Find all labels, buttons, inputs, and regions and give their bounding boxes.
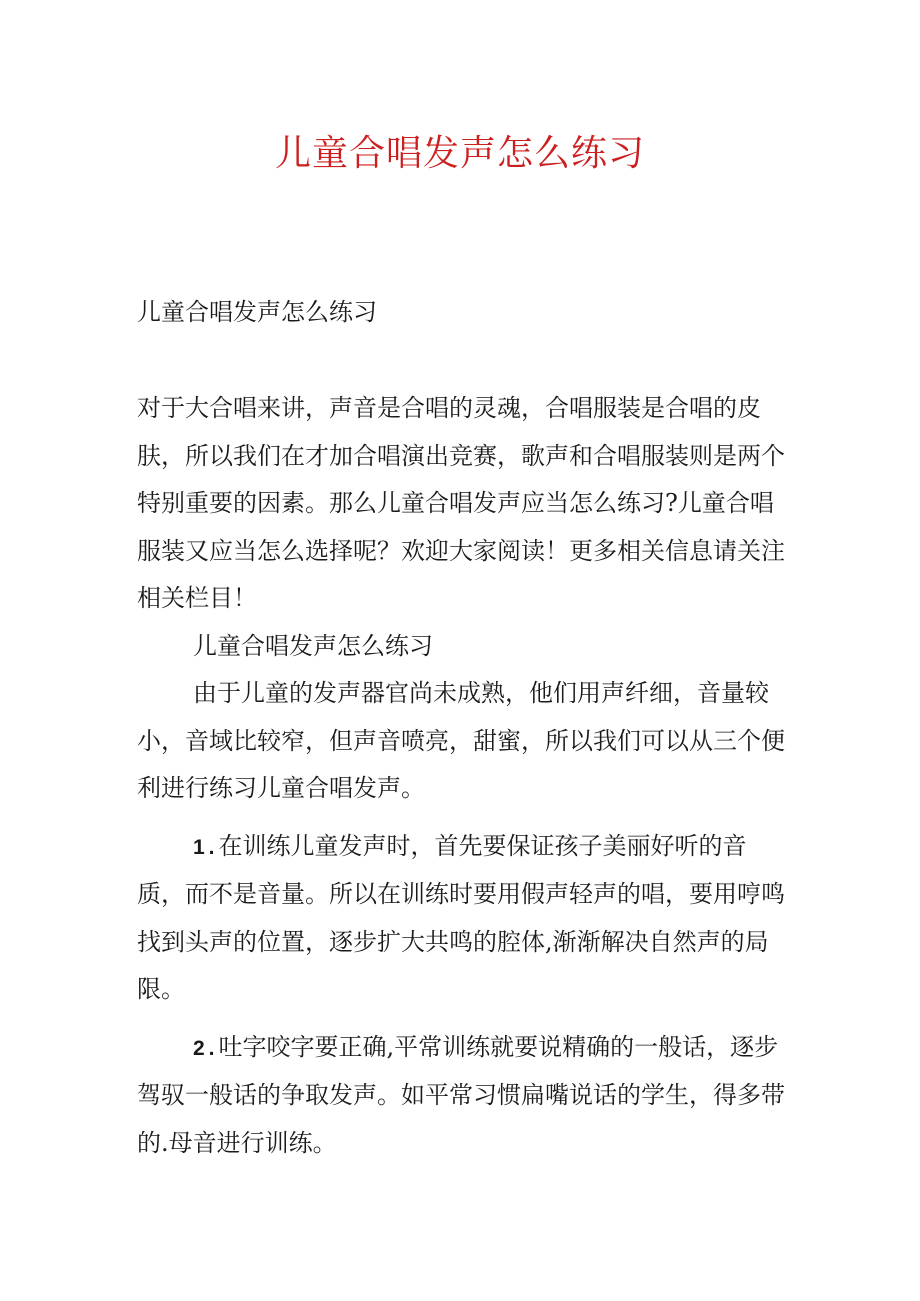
item-text: 吐字咬字要正确,平常训练就要说精确的一般话，逐步驾驭一般话的争取发声。如平常习惯扁嘴说话的学生，得多带的.母音进行训练。 <box>137 1032 785 1157</box>
item-number: 2. <box>193 1036 219 1060</box>
list-item <box>137 823 787 1014</box>
list-item <box>137 1024 787 1168</box>
item-number: 1. <box>193 835 219 859</box>
intro-paragraph: 对于大合唱来讲，声音是合唱的灵魂，合唱服装是合唱的皮肤，所以我们在才加合唱演出竞赛，歌声和合唱服装则是两个特别重要的因素。那么儿童合唱发声应当怎么练习?儿童合唱服装又应当怎么选择呢？欢迎大家阅读！更多相关信息请关注相关栏目！ <box>137 394 785 612</box>
document-body <box>137 385 787 1167</box>
section-heading: 儿童合唱发声怎么练习 <box>193 631 433 660</box>
overview-paragraph: 由于儿童的发声器官尚未成熟，他们用声纤细，音量较小，音域比较窄，但声音喷亮，甜蜜，所以我们可以从三个便利进行练习儿童合唱发声。 <box>137 679 785 802</box>
document-subtitle: 儿童合唱发声怎么练习 <box>137 298 377 326</box>
item-text: 在训练儿童发声时，首先要保证孩子美丽好听的音质，而不是音量。所以在训练时要用假声轻声的唱，要用哼鸣找到头声的位置，逐步扩大共鸣的腔体,渐渐解决自然声的局限。 <box>137 831 785 1003</box>
document-title: 儿童合唱发声怎么练习 <box>274 133 645 174</box>
